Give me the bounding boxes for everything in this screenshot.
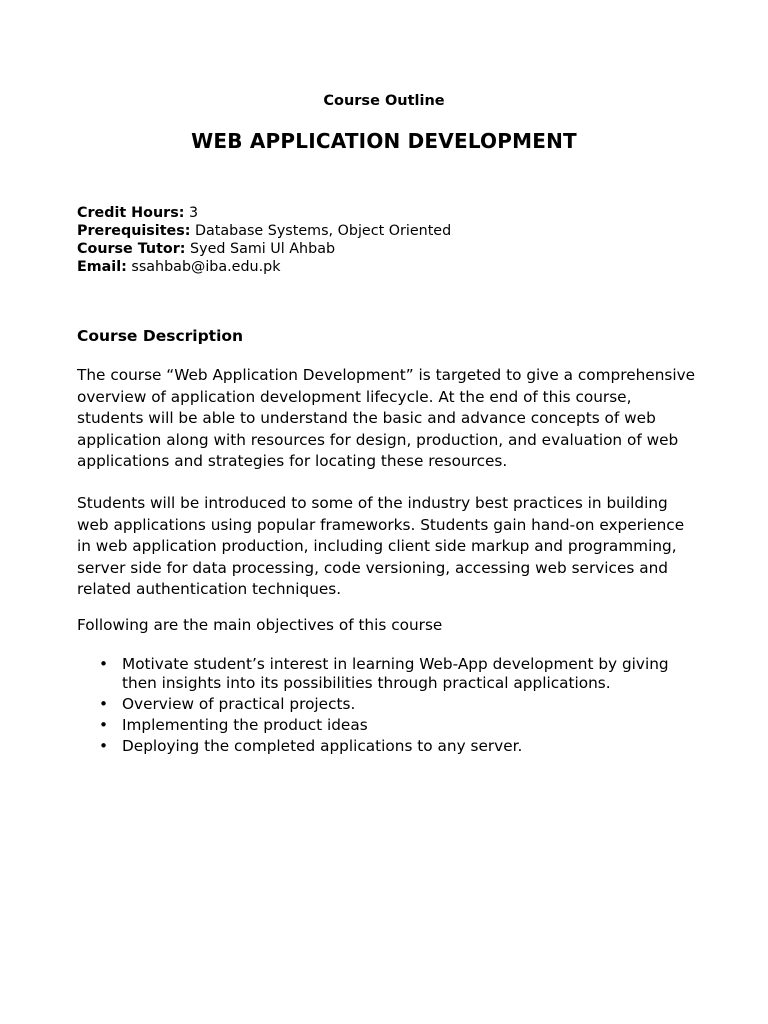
list-item: [77, 716, 697, 735]
course-meta: [77, 204, 451, 276]
course-tutor-row: [77, 240, 451, 258]
document-title: WEB APPLICATION DEVELOPMENT: [191, 129, 577, 153]
description-paragraph-1: The course “Web Application Development” is targeted to give a comprehensive overview of application development lifecycle. At the end of this course, students will be able to understand the basic and advance concepts of web application along with resources for design, production, and evaluation of web applications and strategies for locating these resources.: [77, 366, 696, 470]
objective-text: Overview of practical projects.: [122, 695, 356, 713]
objectives-intro: Following are the main objectives of this course: [77, 616, 443, 634]
credit-hours-value: 3: [184, 205, 199, 221]
course-tutor-value: Syed Sami Ul Ahbab: [185, 241, 336, 257]
course-tutor-label: Course Tutor:: [77, 241, 186, 257]
course-description-heading: Course Description: [77, 327, 244, 345]
bullet-icon: •: [99, 695, 109, 713]
list-item: [77, 695, 697, 714]
prerequisites-label: Prerequisites:: [77, 223, 191, 239]
bullet-icon: •: [99, 716, 109, 734]
objectives-list: [77, 655, 697, 758]
objective-text: Motivate student’s interest in learning Web-App development by giving then insights into its possibilities through practical applications.: [122, 655, 669, 692]
email-value: ssahbab@iba.edu.pk: [126, 259, 281, 275]
list-item: [77, 737, 697, 756]
bullet-icon: •: [99, 737, 109, 755]
document-subtitle: Course Outline: [323, 93, 445, 109]
email-row: [77, 258, 451, 276]
credit-hours-row: [77, 204, 451, 222]
prerequisites-row: [77, 222, 451, 240]
list-item: [77, 655, 697, 693]
description-paragraph-2: Students will be introduced to some of the industry best practices in building web applications using popular frameworks. Students gain hand-on experience in web application production, including client side markup and programming, server side for data processing, code versioning, accessing web services and related authentication techniques.: [77, 494, 685, 598]
email-label: Email:: [77, 259, 127, 275]
bullet-icon: •: [99, 655, 109, 673]
objective-text: Implementing the product ideas: [122, 716, 368, 734]
prerequisites-value: Database Systems, Object Oriented: [190, 223, 452, 239]
credit-hours-label: Credit Hours:: [77, 205, 185, 221]
objective-text: Deploying the completed applications to any server.: [122, 737, 523, 755]
